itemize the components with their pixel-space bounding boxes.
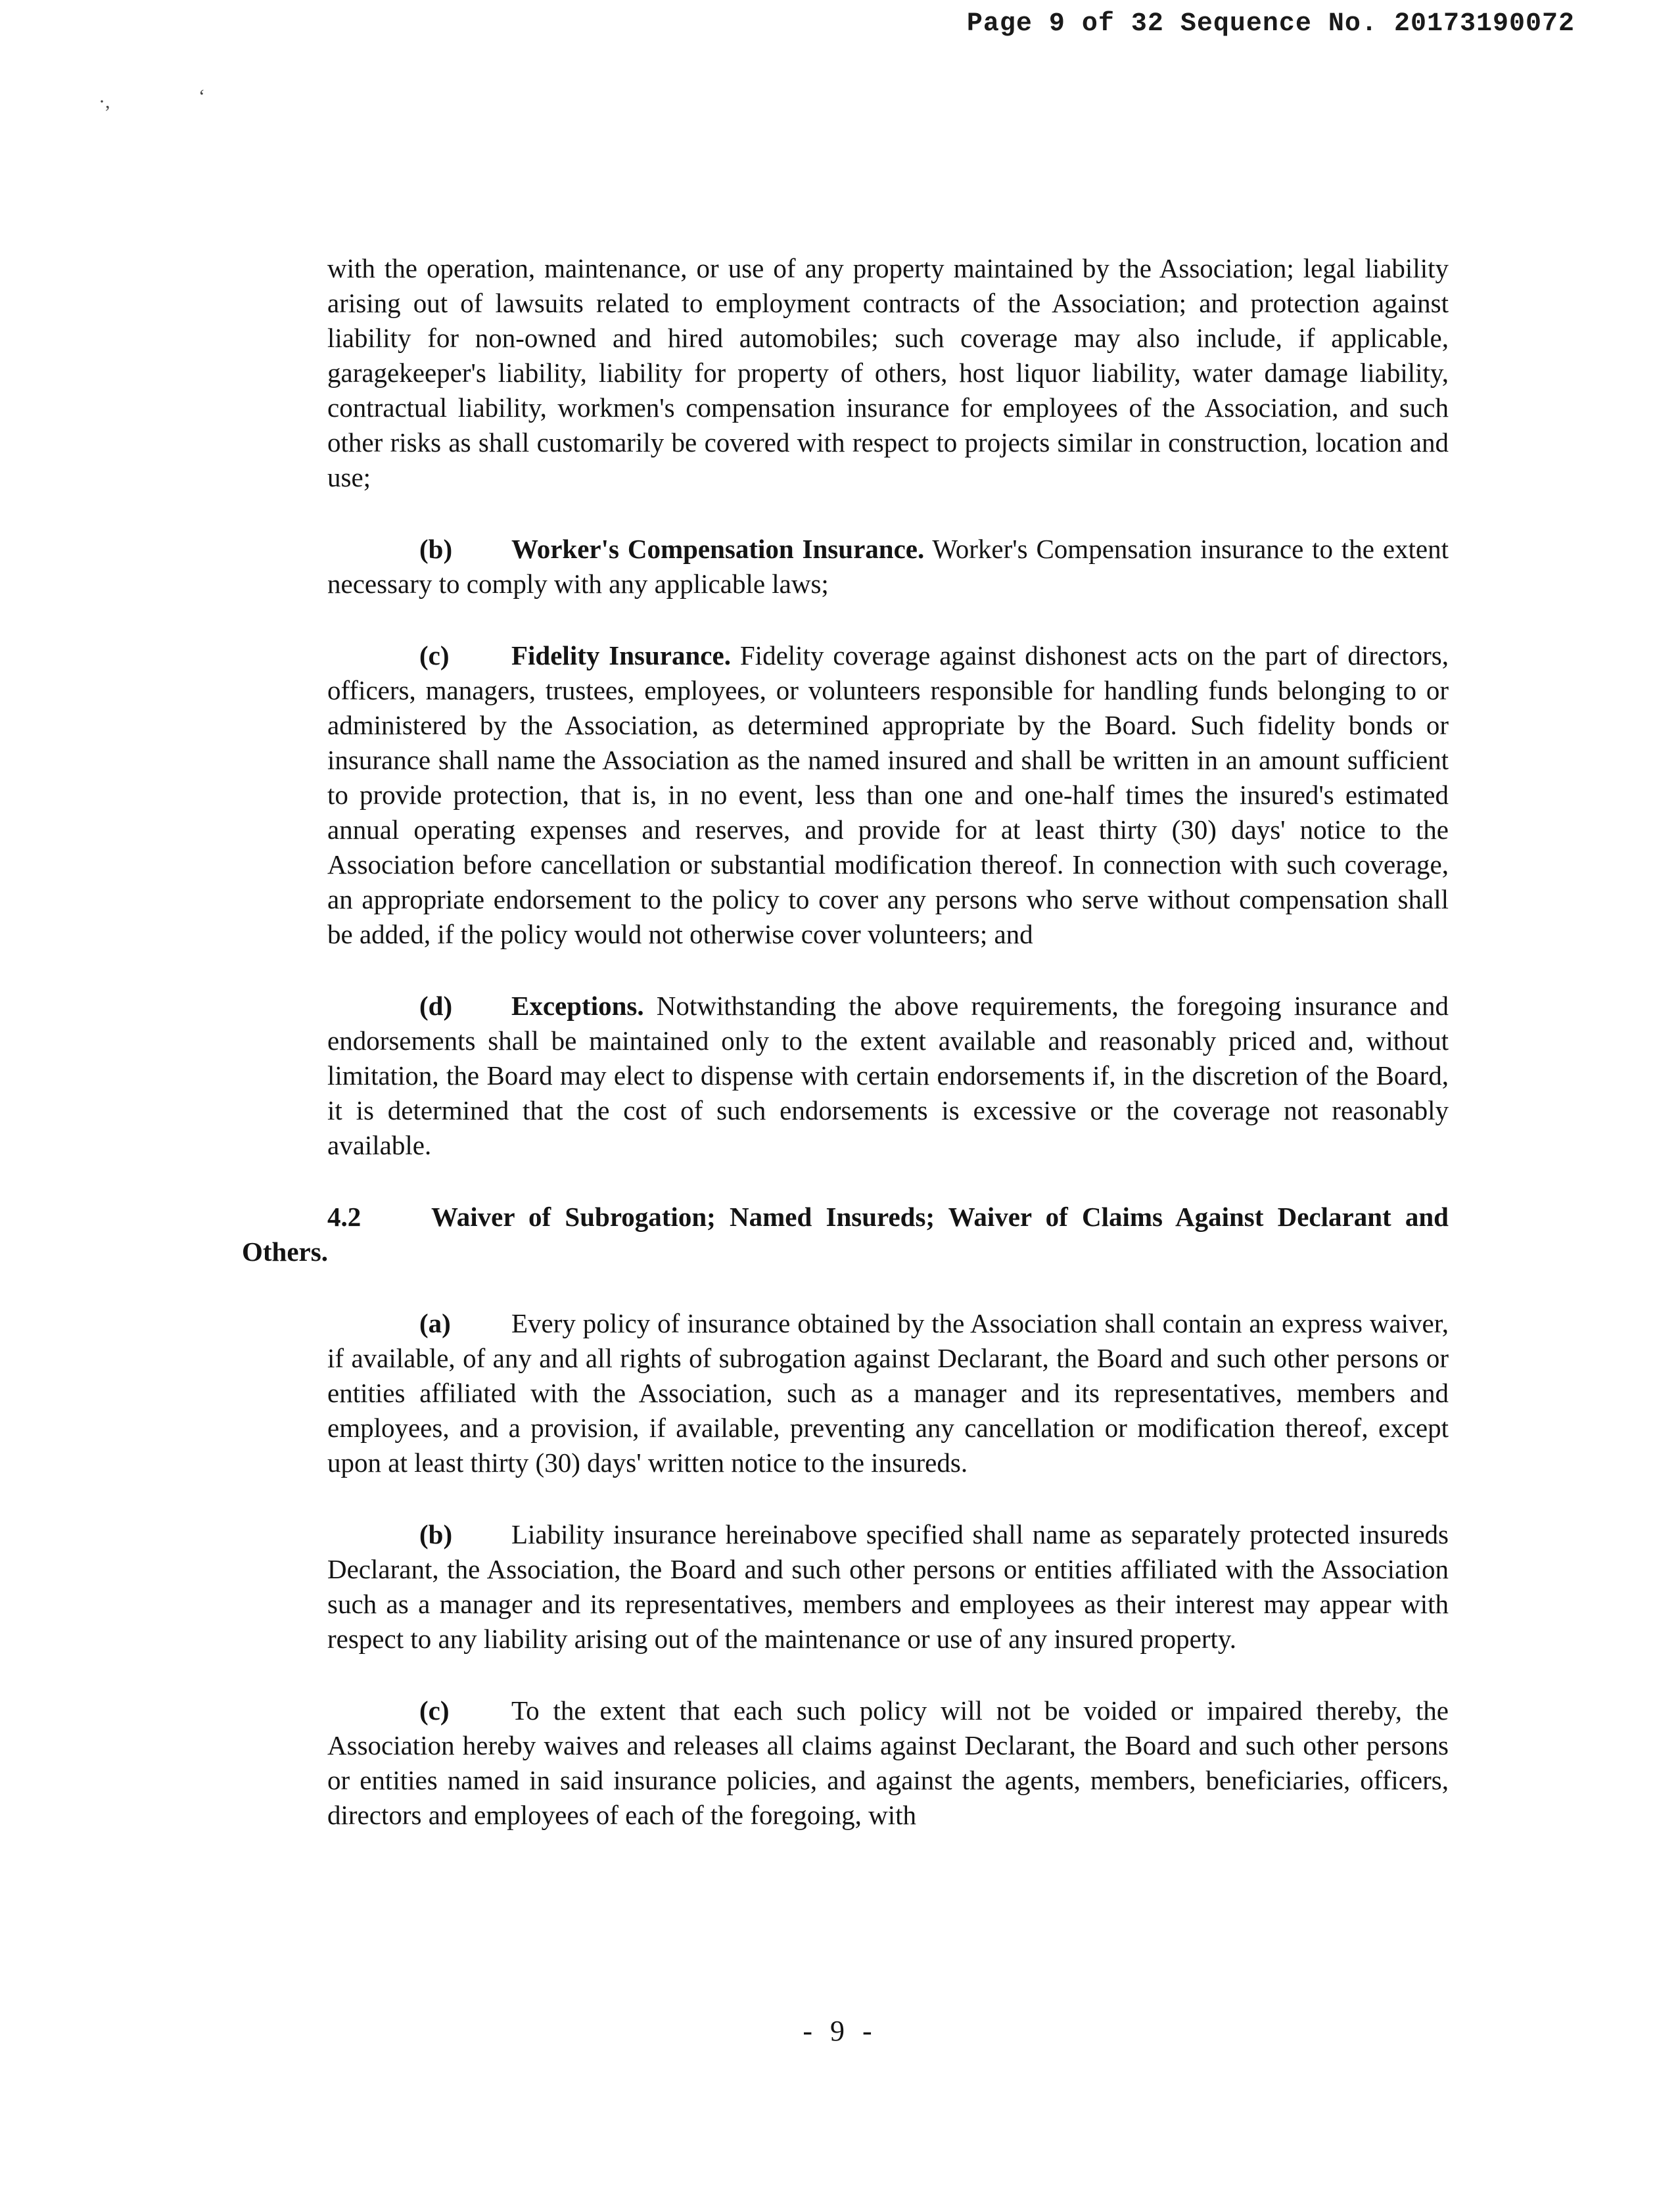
- item-text: Notwithstanding the above requirements, the foregoing insurance and endorsements shall be maintained only to the extent available and reasonably priced and, without limitation, the Board may elect to dispense with certain endorsements if, in the discretion of the Board, it is determined that the cost of such endorsements is excessive or the coverage not reasonably available.: [327, 991, 1449, 1160]
- item-text: To the extent that each such policy will not be voided or impaired thereby, the Association hereby waives and releases all claims against Declarant, the Board and such other persons or entities named in said insurance policies, and against the agents, members, beneficiaries, officers, directors and employees of each of the foregoing, with: [327, 1695, 1449, 1830]
- section-4-2-heading: [242, 1200, 1449, 1269]
- paragraph-c-fidelity: [327, 638, 1449, 952]
- item-text: Liability insurance hereinabove specified shall name as separately protected insureds Declarant, the Association, the Board and such other persons or entities affiliated with the Association such as a manager and its representatives, members and employees as their interest may appear with respect to any liability arising out of the maintenance or use of any insured property.: [327, 1519, 1449, 1654]
- item-heading: Exceptions.: [511, 991, 644, 1021]
- paragraph-a-waiver: [327, 1306, 1449, 1480]
- section-title: Waiver of Subrogation; Named Insureds; Waiver of Claims Against Declarant and Others.: [242, 1202, 1449, 1267]
- paragraph-d-exceptions: [327, 989, 1449, 1163]
- paragraph-b-liability: [327, 1517, 1449, 1657]
- item-heading: Fidelity Insurance.: [511, 640, 731, 671]
- item-label: (c): [419, 640, 450, 671]
- paragraph-b-workers-comp: [327, 532, 1449, 601]
- page-header: Page 9 of 32 Sequence No. 20173190072: [966, 9, 1575, 39]
- document-body: [242, 251, 1449, 1870]
- item-label: (c): [419, 1695, 450, 1726]
- item-text: Every policy of insurance obtained by the Association shall contain an express waiver, if available, of any and all rights of subrogation against Declarant, the Board and such other persons or entities affiliated with the Association, such as a manager and its representatives, members and employees, and a provision, if available, preventing any cancellation or modification thereof, except upon at least thirty (30) days' written notice to the insureds.: [327, 1308, 1449, 1478]
- paragraph-c-release: [327, 1693, 1449, 1833]
- item-label: (a): [419, 1308, 451, 1338]
- item-label: (b): [419, 534, 453, 564]
- section-number: 4.2: [327, 1202, 362, 1232]
- item-label: (b): [419, 1519, 453, 1549]
- item-label: (d): [419, 991, 453, 1021]
- item-heading: Worker's Compensation Insurance.: [511, 534, 925, 564]
- paragraph-continuation: with the operation, maintenance, or use of any property maintained by the Association; legal liability arising out of lawsuits related to employment contracts of the Association; and protection against liability for non-owned and hired automobiles; such coverage may also include, if applicable, garagekeeper's liability, liability for property of others, host liquor liability, water damage liability, contractual liability, workmen's compensation insurance for employees of the Association, and such other risks as shall customarily be covered with respect to projects similar in construction, location and use;: [327, 253, 1449, 492]
- item-text: Worker's Compensation insurance to the extent necessary to comply with any applicable laws;: [327, 534, 1449, 599]
- item-text: Fidelity coverage against dishonest acts on the part of directors, officers, managers, trustees, employees, or volunteers responsible for handling funds belonging to or administered by the Association, as determined appropriate by the Board. Such fidelity bonds or insurance shall name the Association as the named insured and shall be written in an amount sufficient to provide protection, that is, in no event, less than one and one-half times the insured's estimated annual operating expenses and reserves, and provide for at least thirty (30) days' notice to the Association before cancellation or substantial modification thereof. In connection with such coverage, an appropriate endorsement to the policy to cover any persons who serve without compensation shall be added, if the policy would not otherwise cover volunteers; and: [327, 640, 1449, 949]
- page-number: - 9 -: [803, 2015, 877, 2047]
